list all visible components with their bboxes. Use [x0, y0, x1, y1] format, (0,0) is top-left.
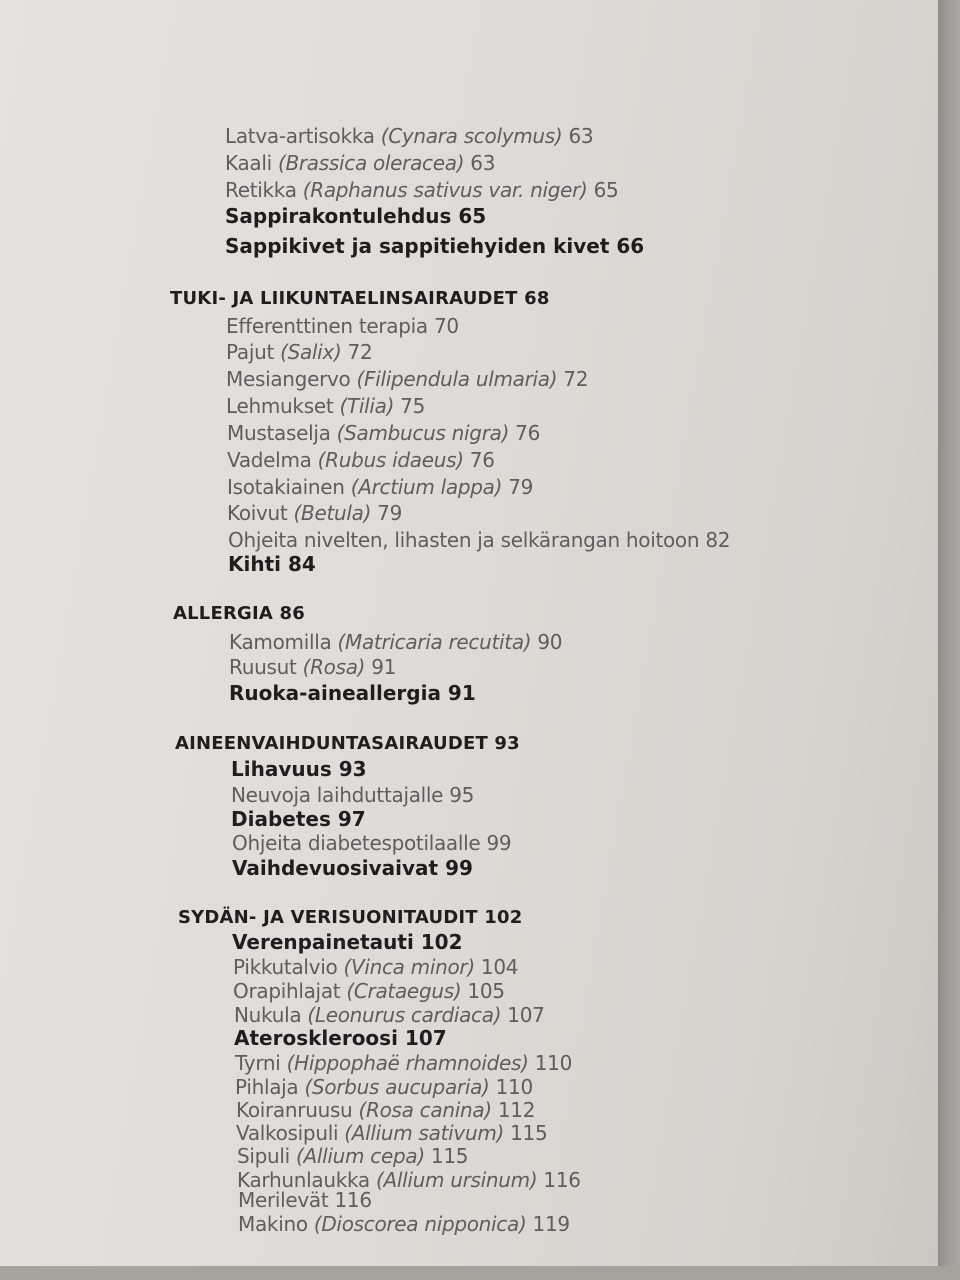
toc-entry	[233, 981, 505, 1001]
toc-page-number: 84	[287, 552, 316, 576]
toc-entry	[233, 957, 518, 977]
toc-entry	[236, 1100, 535, 1120]
toc-title: Ohjeita nivelten, lihasten ja selkärangan hoitoon	[228, 528, 700, 552]
toc-entry	[225, 126, 593, 146]
toc-subheading	[225, 206, 486, 226]
toc-title: Sipuli	[237, 1144, 290, 1168]
toc-page-number: 82	[705, 528, 731, 552]
toc-latin-name: (Salix)	[280, 340, 342, 364]
toc-title: ALLERGIA	[173, 603, 274, 624]
toc-page-number: 119	[532, 1212, 570, 1236]
toc-section-heading	[178, 909, 522, 927]
toc-entry	[235, 1077, 533, 1097]
toc-entry	[226, 316, 459, 336]
toc-page-number: 116	[334, 1188, 372, 1212]
toc-page-number: 104	[480, 955, 519, 979]
toc-entry	[236, 1123, 547, 1143]
toc-latin-name: (Allium ursinum)	[375, 1168, 538, 1192]
toc-page-number: 97	[337, 807, 366, 831]
toc-page-number: 63	[568, 124, 594, 148]
toc-entry	[227, 423, 540, 443]
toc-page-number: 90	[537, 630, 563, 654]
toc-entry	[232, 833, 511, 853]
toc-latin-name: (Arctium lappa)	[350, 475, 503, 499]
toc-page-number: 99	[486, 831, 512, 855]
toc-latin-name: (Brassica oleracea)	[277, 151, 465, 175]
toc-title: Kaali	[225, 151, 272, 175]
toc-title: Ateroskleroosi	[234, 1026, 398, 1050]
toc-page-number: 72	[347, 340, 373, 364]
toc-page-number: 79	[377, 501, 403, 525]
toc-latin-name: (Dioscorea nipponica)	[313, 1212, 527, 1236]
page-bottom-edge	[0, 1266, 960, 1280]
toc-subheading	[234, 1028, 447, 1048]
toc-section-heading	[175, 735, 520, 753]
toc-page-number: 68	[524, 288, 550, 309]
toc-title: Diabetes	[231, 807, 331, 831]
toc-page-number: 75	[400, 394, 426, 418]
toc-section-heading	[170, 290, 550, 308]
toc-entry	[227, 503, 402, 523]
toc-entry	[234, 1005, 545, 1025]
toc-entry	[235, 1053, 572, 1073]
toc-entry	[238, 1214, 570, 1234]
toc-page-number: 72	[563, 367, 589, 391]
toc-title: Verenpainetauti	[232, 930, 414, 954]
toc-page-number: 112	[497, 1098, 536, 1122]
toc-latin-name: (Hippophaë rhamnoides)	[286, 1051, 529, 1075]
toc-latin-name: (Allium sativum)	[344, 1121, 505, 1145]
toc-page-number: 102	[484, 907, 523, 928]
toc-page-number: 107	[404, 1026, 447, 1050]
toc-title: Makino	[238, 1212, 308, 1236]
toc-page-number: 76	[515, 421, 540, 445]
toc-title: Neuvoja laihduttajalle	[231, 783, 444, 807]
toc-title: Pihlaja	[235, 1075, 299, 1099]
toc-latin-name: (Crataegus)	[346, 979, 462, 1003]
toc-page-number: 110	[534, 1051, 572, 1075]
toc-title: Latva-artisokka	[225, 124, 375, 148]
toc-title: Sappirakontulehdus	[225, 204, 452, 228]
toc-title: Sappikivet ja sappitiehyiden kivet	[225, 234, 610, 258]
toc-page-number: 95	[449, 783, 475, 807]
toc-latin-name: (Rubus idaeus)	[317, 448, 464, 472]
toc-title: Merilevät	[238, 1188, 329, 1212]
toc-title: Pikkutalvio	[233, 955, 338, 979]
toc-title: Isotakiainen	[227, 475, 345, 499]
toc-entry	[227, 450, 495, 470]
toc-entry	[226, 396, 425, 416]
toc-title: Vaihdevuosivaivat	[232, 856, 439, 880]
toc-title: AINEENVAIHDUNTASAIRAUDET	[175, 733, 488, 754]
toc-page-number: 93	[494, 733, 520, 754]
toc-title: Tyrni	[235, 1051, 281, 1075]
toc-page-number: 79	[508, 475, 534, 499]
toc-page-number: 110	[495, 1075, 533, 1099]
toc-entry	[228, 530, 730, 550]
book-spine-shadow	[938, 0, 960, 1280]
toc-entry	[226, 342, 372, 362]
toc-entry	[237, 1170, 581, 1190]
toc-page-number: 91	[447, 681, 476, 705]
toc-entry	[229, 632, 562, 652]
toc-page-number: 115	[510, 1121, 548, 1145]
toc-entry	[238, 1190, 372, 1210]
toc-page-number: 65	[593, 178, 619, 202]
toc-title: TUKI- JA LIIKUNTAELINSAIRAUDET	[170, 288, 518, 309]
toc-latin-name: (Matricaria recutita)	[337, 630, 532, 654]
toc-subheading	[231, 809, 366, 829]
toc-latin-name: (Vinca minor)	[343, 955, 475, 979]
toc-subheading	[228, 554, 316, 574]
toc-page-number: 105	[467, 979, 505, 1003]
toc-page-number: 102	[420, 930, 463, 954]
toc-title: Efferenttinen terapia	[226, 314, 428, 338]
toc-entry	[225, 153, 495, 173]
toc-title: Karhunlaukka	[237, 1168, 370, 1192]
toc-latin-name: (Raphanus sativus var. niger)	[302, 178, 588, 202]
toc-subheading	[229, 683, 476, 703]
toc-latin-name: (Allium cepa)	[296, 1144, 425, 1168]
toc-latin-name: (Sorbus aucuparia)	[304, 1075, 490, 1099]
toc-entry	[229, 657, 396, 677]
toc-page-number: 63	[470, 151, 496, 175]
toc-entry	[226, 369, 588, 389]
toc-subheading	[231, 759, 367, 779]
toc-latin-name: (Tilia)	[339, 394, 395, 418]
toc-latin-name: (Filipendula ulmaria)	[356, 367, 558, 391]
toc-page-number: 116	[543, 1168, 581, 1192]
toc-page-number: 115	[430, 1144, 469, 1168]
toc-page-number: 93	[338, 757, 367, 781]
toc-title: Kamomilla	[229, 630, 332, 654]
toc-title: Orapihlajat	[233, 979, 341, 1003]
toc-title: Lehmukset	[226, 394, 334, 418]
toc-subheading	[225, 236, 644, 256]
toc-page-number: 107	[507, 1003, 545, 1027]
toc-latin-name: (Sambucus nigra)	[336, 421, 510, 445]
toc-page-number: 86	[279, 603, 305, 624]
toc-page-number: 70	[433, 314, 459, 338]
toc-title: Ohjeita diabetespotilaalle	[232, 831, 481, 855]
toc-title: Valkosipuli	[236, 1121, 339, 1145]
toc-page-number: 99	[445, 856, 473, 880]
toc-title: Mustaselja	[227, 421, 331, 445]
toc-page-number: 91	[371, 655, 397, 679]
toc-subheading	[232, 932, 463, 952]
toc-title: Kihti	[228, 552, 282, 576]
toc-latin-name: (Betula)	[293, 501, 372, 525]
toc-title: Ruusut	[229, 655, 297, 679]
toc-title: SYDÄN- JA VERISUONITAUDIT	[178, 907, 478, 928]
toc-title: Retikka	[225, 178, 297, 202]
toc-page-number: 66	[616, 234, 645, 258]
toc-latin-name: (Rosa)	[302, 655, 366, 679]
toc-title: Pajut	[226, 340, 274, 364]
toc-title: Lihavuus	[231, 757, 332, 781]
toc-title: Mesiangervo	[226, 367, 351, 391]
toc-title: Ruoka-aineallergia	[229, 681, 441, 705]
toc-latin-name: (Cynara scolymus)	[380, 124, 563, 148]
toc-latin-name: (Rosa canina)	[358, 1098, 492, 1122]
toc-entry	[231, 785, 474, 805]
toc-title: Koivut	[227, 501, 288, 525]
toc-section-heading	[173, 605, 305, 623]
toc-latin-name: (Leonurus cardiaca)	[307, 1003, 502, 1027]
toc-entry	[237, 1146, 468, 1166]
toc-title: Vadelma	[227, 448, 312, 472]
toc-title: Nukula	[234, 1003, 302, 1027]
toc-title: Koiranruusu	[236, 1098, 353, 1122]
toc-entry	[225, 180, 618, 200]
toc-page-number: 76	[469, 448, 495, 472]
toc-page-number: 65	[458, 204, 487, 228]
toc-subheading	[232, 858, 473, 878]
toc-entry	[227, 477, 533, 497]
